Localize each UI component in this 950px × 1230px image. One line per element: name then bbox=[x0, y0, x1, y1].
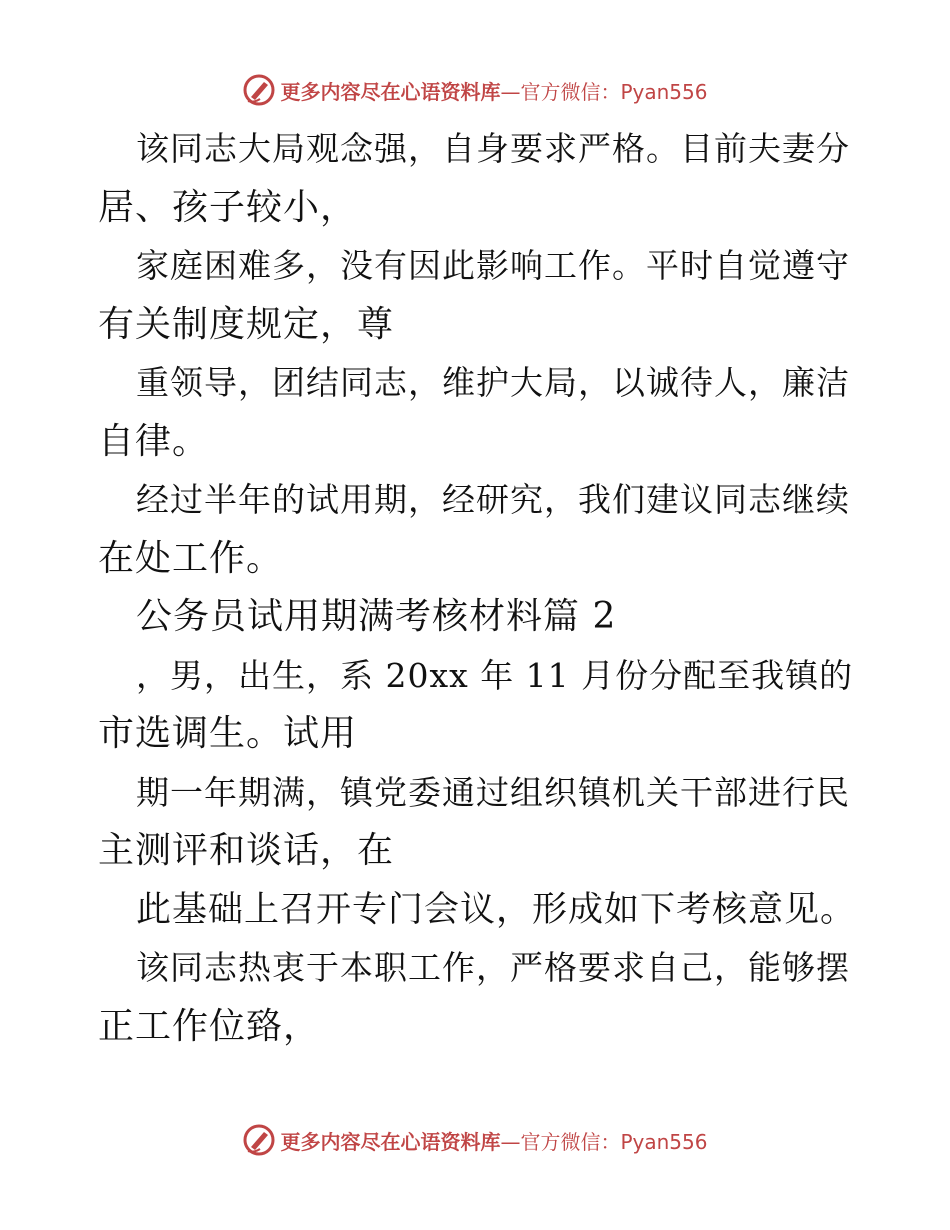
text-line: 自律。 bbox=[98, 420, 210, 462]
text-line: 在处工作。 bbox=[98, 537, 284, 579]
watermark-contact: —官方微信：Pyan556 bbox=[500, 1129, 708, 1154]
text-line: 家庭困难多，没有因此影响工作。平时自觉遵守 bbox=[136, 246, 850, 285]
pen-logo-icon bbox=[242, 73, 276, 107]
text-line: 市选调生。试用 bbox=[98, 713, 358, 754]
footer-watermark bbox=[0, 1120, 950, 1160]
text-line: 该同志大局观念强，自身要求严格。目前夫妻分 bbox=[136, 129, 850, 168]
text-line: 此基础上召开专门会议，形成如下考核意见。 bbox=[136, 889, 857, 930]
text-line: 有关制度规定，尊 bbox=[98, 303, 395, 345]
text-line: 该同志热衷于本职工作，严格要求自己，能够摆 bbox=[136, 948, 850, 987]
text-line: 居、孩子较小， bbox=[98, 186, 358, 228]
text-line: 期一年期满，镇党委通过组织镇机关干部进行民 bbox=[136, 772, 850, 812]
header-watermark bbox=[0, 70, 950, 110]
watermark-brand: 更多内容尽在心语资料库 bbox=[280, 1129, 501, 1154]
text-line: 正工作位臵， bbox=[98, 1005, 321, 1047]
pen-logo-icon bbox=[242, 1123, 276, 1157]
section-heading: 公务员试用期满考核材料篇 2 bbox=[136, 596, 617, 637]
text-line: ，男，出生，系 20xx 年 11 月份分配至我镇的 bbox=[136, 655, 854, 695]
text-line: 经过半年的试用期，经研究，我们建议同志继续 bbox=[136, 480, 850, 519]
watermark-brand: 更多内容尽在心语资料库 bbox=[280, 79, 501, 104]
text-line: 重领导，团结同志，维护大局，以诚待人，廉洁 bbox=[136, 363, 850, 402]
document-body bbox=[98, 120, 858, 1056]
watermark-contact: —官方微信：Pyan556 bbox=[500, 79, 708, 104]
text-line: 主测评和谈话，在 bbox=[98, 830, 395, 871]
